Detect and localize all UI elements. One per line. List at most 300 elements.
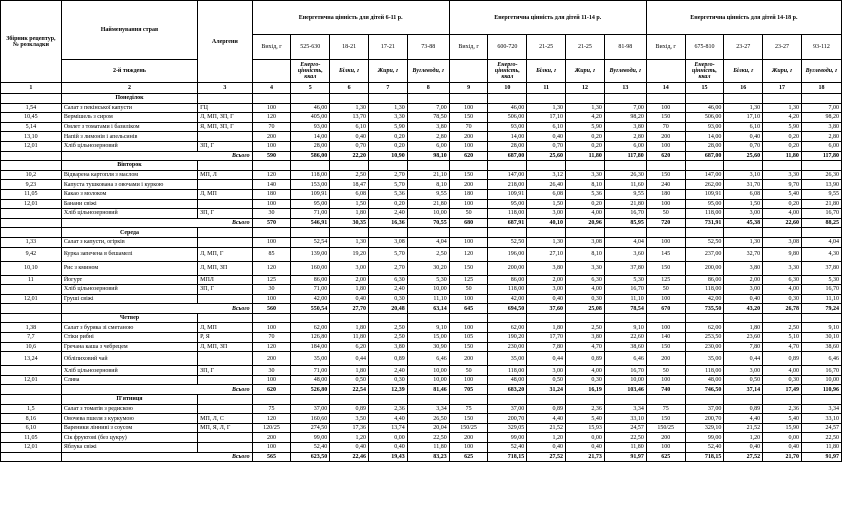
- value-cell[interactable]: 0,20: [368, 141, 407, 151]
- value-cell[interactable]: 0,30: [368, 375, 407, 385]
- recipe-code[interactable]: 13,10: [1, 132, 62, 142]
- empty-cell[interactable]: [763, 161, 802, 171]
- value-cell[interactable]: 9,55: [407, 189, 449, 199]
- value-cell[interactable]: 0,40: [527, 294, 566, 304]
- recipe-code[interactable]: 9,42: [1, 247, 62, 261]
- value-cell[interactable]: 118,00: [488, 366, 527, 376]
- value-cell[interactable]: 0,30: [368, 294, 407, 304]
- value-cell[interactable]: 30,90: [407, 342, 449, 352]
- value-cell[interactable]: 2,36: [763, 404, 802, 414]
- value-cell[interactable]: 9,70: [763, 180, 802, 190]
- value-cell[interactable]: 4,04: [604, 237, 646, 247]
- value-cell[interactable]: 150: [449, 113, 488, 123]
- value-cell[interactable]: 11,80: [407, 443, 449, 453]
- value-cell[interactable]: 46,00: [685, 103, 724, 113]
- value-cell[interactable]: 1,30: [724, 103, 763, 113]
- value-cell[interactable]: 3,50: [330, 414, 369, 424]
- header-allergens[interactable]: Алергени: [198, 1, 253, 83]
- value-cell[interactable]: 37,00: [291, 404, 330, 414]
- value-cell[interactable]: 0,44: [724, 352, 763, 366]
- week-label[interactable]: 2-й тиждень: [61, 60, 197, 83]
- allergen-codes[interactable]: Л, МП: [198, 323, 253, 333]
- total-value[interactable]: 687,00: [685, 151, 724, 161]
- nutrient-header[interactable]: Енерго-цінність, ккал: [685, 60, 724, 83]
- value-cell[interactable]: 4,00: [566, 366, 605, 376]
- value-cell[interactable]: 2,80: [801, 132, 841, 142]
- allergen-codes[interactable]: ЗП, Г: [198, 366, 253, 376]
- value-cell[interactable]: 0,00: [368, 433, 407, 443]
- value-cell[interactable]: 1,80: [330, 285, 369, 295]
- total-value[interactable]: 98,10: [407, 151, 449, 161]
- norm-range-6-11[interactable]: 73-88: [407, 35, 449, 60]
- value-cell[interactable]: 200: [646, 132, 685, 142]
- allergen-codes[interactable]: Л, МП, Г: [198, 247, 253, 261]
- value-cell[interactable]: 0,20: [566, 199, 605, 209]
- value-cell[interactable]: 237,00: [685, 247, 724, 261]
- value-cell[interactable]: 5,90: [368, 122, 407, 132]
- total-value[interactable]: 718,15: [488, 452, 527, 462]
- value-cell[interactable]: 150: [646, 261, 685, 275]
- column-number[interactable]: 11: [527, 83, 566, 94]
- norm-range-11-14[interactable]: 21-25: [566, 35, 605, 60]
- value-cell[interactable]: 100: [449, 103, 488, 113]
- empty-cell[interactable]: [488, 94, 527, 104]
- value-cell[interactable]: 100: [646, 375, 685, 385]
- value-cell[interactable]: 6,30: [763, 275, 802, 285]
- empty-cell[interactable]: [1, 218, 62, 228]
- day-name[interactable]: Середа: [61, 228, 197, 238]
- allergen-codes[interactable]: Л, МП: [198, 189, 253, 199]
- value-cell[interactable]: 150/25: [449, 423, 488, 433]
- value-cell[interactable]: 120: [252, 261, 291, 275]
- value-cell[interactable]: 46,00: [291, 103, 330, 113]
- value-cell[interactable]: 9,10: [604, 323, 646, 333]
- dish-name[interactable]: Салат з буряка зі сметаною: [61, 323, 197, 333]
- value-cell[interactable]: 13,74: [368, 423, 407, 433]
- value-cell[interactable]: 1,80: [527, 323, 566, 333]
- value-cell[interactable]: 200: [646, 352, 685, 366]
- empty-cell[interactable]: [407, 94, 449, 104]
- total-value[interactable]: 27,70: [330, 304, 369, 314]
- value-cell[interactable]: 329,05: [488, 423, 527, 433]
- value-cell[interactable]: 62,00: [291, 323, 330, 333]
- total-value[interactable]: 22,20: [330, 151, 369, 161]
- value-cell[interactable]: 0,40: [763, 443, 802, 453]
- value-cell[interactable]: 3,10: [724, 170, 763, 180]
- value-cell[interactable]: 16,70: [604, 366, 646, 376]
- value-cell[interactable]: 109,91: [685, 189, 724, 199]
- output-header-6-11[interactable]: Вихід, г: [252, 35, 291, 60]
- empty-cell[interactable]: [1, 304, 62, 314]
- value-cell[interactable]: 3,30: [566, 170, 605, 180]
- empty-cell[interactable]: [1, 395, 62, 405]
- nutrient-header[interactable]: Жири, г: [566, 60, 605, 83]
- value-cell[interactable]: 7,80: [527, 342, 566, 352]
- value-cell[interactable]: 9,55: [801, 189, 841, 199]
- nutrient-header[interactable]: Жири, г: [368, 60, 407, 83]
- value-cell[interactable]: 33,10: [604, 414, 646, 424]
- dish-name[interactable]: Гречана каша з чебрецем: [61, 342, 197, 352]
- value-cell[interactable]: 0,44: [330, 352, 369, 366]
- value-cell[interactable]: 24,57: [801, 423, 841, 433]
- empty-cell[interactable]: [252, 94, 291, 104]
- value-cell[interactable]: 0,40: [330, 132, 369, 142]
- value-cell[interactable]: 27,10: [527, 247, 566, 261]
- value-cell[interactable]: 4,00: [763, 209, 802, 219]
- value-cell[interactable]: 0,20: [763, 141, 802, 151]
- total-label[interactable]: Всього: [61, 304, 252, 314]
- allergen-codes[interactable]: Л, МП, ЗП, Г: [198, 113, 253, 123]
- empty-cell[interactable]: [604, 94, 646, 104]
- value-cell[interactable]: 42,00: [291, 294, 330, 304]
- empty-cell[interactable]: [252, 161, 291, 171]
- value-cell[interactable]: 10,00: [407, 366, 449, 376]
- dish-name[interactable]: Стіки рибні: [61, 333, 197, 343]
- allergen-codes[interactable]: МП, Л: [198, 170, 253, 180]
- value-cell[interactable]: 0,00: [763, 433, 802, 443]
- value-cell[interactable]: 196,00: [488, 247, 527, 261]
- value-cell[interactable]: 0,70: [527, 141, 566, 151]
- value-cell[interactable]: 4,70: [763, 342, 802, 352]
- total-value[interactable]: 620: [449, 151, 488, 161]
- norm-range-14-18[interactable]: 93-112: [801, 35, 841, 60]
- value-cell[interactable]: 0,50: [527, 375, 566, 385]
- value-cell[interactable]: 6,08: [330, 189, 369, 199]
- value-cell[interactable]: 11,60: [604, 180, 646, 190]
- empty-cell[interactable]: [488, 313, 527, 323]
- value-cell[interactable]: 100: [449, 294, 488, 304]
- value-cell[interactable]: 2,50: [566, 323, 605, 333]
- empty-cell[interactable]: [330, 94, 369, 104]
- norm-range-11-14[interactable]: 21-25: [527, 35, 566, 60]
- total-value[interactable]: 91,97: [801, 452, 841, 462]
- value-cell[interactable]: 100: [252, 141, 291, 151]
- total-value[interactable]: 720: [646, 218, 685, 228]
- value-cell[interactable]: 86,00: [291, 275, 330, 285]
- value-cell[interactable]: 37,80: [801, 261, 841, 275]
- value-cell[interactable]: 26,30: [801, 170, 841, 180]
- value-cell[interactable]: 15,00: [407, 333, 449, 343]
- empty-cell[interactable]: [252, 313, 291, 323]
- value-cell[interactable]: 200,70: [685, 414, 724, 424]
- column-number[interactable]: 7: [368, 83, 407, 94]
- value-cell[interactable]: 200: [252, 433, 291, 443]
- empty-cell[interactable]: [604, 313, 646, 323]
- value-cell[interactable]: 5,40: [763, 414, 802, 424]
- value-cell[interactable]: 13,90: [801, 180, 841, 190]
- nutrient-header[interactable]: Енерго-цінність, ккал: [488, 60, 527, 83]
- value-cell[interactable]: 218,00: [488, 180, 527, 190]
- value-cell[interactable]: 200: [252, 352, 291, 366]
- value-cell[interactable]: 5,70: [368, 180, 407, 190]
- value-cell[interactable]: 2,50: [330, 170, 369, 180]
- total-value[interactable]: 25,60: [724, 151, 763, 161]
- total-label[interactable]: Всього: [61, 218, 252, 228]
- value-cell[interactable]: 200: [646, 433, 685, 443]
- value-cell[interactable]: 3,30: [566, 261, 605, 275]
- total-value[interactable]: 680: [449, 218, 488, 228]
- value-cell[interactable]: 3,80: [527, 261, 566, 275]
- value-cell[interactable]: 0,30: [763, 375, 802, 385]
- column-number[interactable]: 6: [330, 83, 369, 94]
- value-cell[interactable]: 0,20: [368, 199, 407, 209]
- value-cell[interactable]: 153,00: [291, 180, 330, 190]
- column-number[interactable]: 18: [801, 83, 841, 94]
- empty-cell[interactable]: [198, 313, 253, 323]
- value-cell[interactable]: 100: [252, 294, 291, 304]
- value-cell[interactable]: 50: [449, 366, 488, 376]
- column-number[interactable]: 5: [291, 83, 330, 94]
- total-value[interactable]: 85,95: [604, 218, 646, 228]
- value-cell[interactable]: 35,00: [685, 352, 724, 366]
- value-cell[interactable]: 62,00: [488, 323, 527, 333]
- value-cell[interactable]: 26,50: [407, 414, 449, 424]
- allergen-codes[interactable]: [198, 237, 253, 247]
- value-cell[interactable]: 71,00: [291, 209, 330, 219]
- value-cell[interactable]: 125: [449, 275, 488, 285]
- empty-cell[interactable]: [685, 161, 724, 171]
- dish-name[interactable]: Яблука свіжі: [61, 443, 197, 453]
- value-cell[interactable]: 50: [646, 209, 685, 219]
- allergen-codes[interactable]: МП, Я, Л, Г: [198, 423, 253, 433]
- dish-name[interactable]: Хліб цільнозерновий: [61, 141, 197, 151]
- empty-cell[interactable]: [646, 313, 685, 323]
- value-cell[interactable]: 37,00: [488, 404, 527, 414]
- total-value[interactable]: 620: [646, 151, 685, 161]
- norm-range-11-14[interactable]: 600-720: [488, 35, 527, 60]
- value-cell[interactable]: 262,00: [685, 180, 724, 190]
- empty-cell[interactable]: [646, 228, 685, 238]
- value-cell[interactable]: 10,00: [407, 285, 449, 295]
- total-value[interactable]: 16,36: [368, 218, 407, 228]
- header-energy-6-11[interactable]: Енергетична цінність для дітей 6-11 р.: [252, 1, 449, 35]
- empty-cell[interactable]: [449, 228, 488, 238]
- value-cell[interactable]: 98,20: [801, 113, 841, 123]
- value-cell[interactable]: 3,30: [763, 261, 802, 275]
- value-cell[interactable]: 0,40: [724, 132, 763, 142]
- header-dish-name[interactable]: Найменування страв: [61, 1, 197, 60]
- value-cell[interactable]: 1,30: [330, 103, 369, 113]
- value-cell[interactable]: 17,10: [527, 113, 566, 123]
- empty-cell[interactable]: [566, 161, 605, 171]
- total-value[interactable]: 625: [646, 452, 685, 462]
- value-cell[interactable]: 1,30: [527, 237, 566, 247]
- value-cell[interactable]: 35,00: [488, 352, 527, 366]
- empty-cell[interactable]: [291, 94, 330, 104]
- empty-cell[interactable]: [685, 94, 724, 104]
- value-cell[interactable]: 3,80: [604, 122, 646, 132]
- allergen-codes[interactable]: Л, МП, ЗП: [198, 342, 253, 352]
- value-cell[interactable]: 22,50: [801, 433, 841, 443]
- dish-name[interactable]: Груші свіжі: [61, 294, 197, 304]
- value-cell[interactable]: 100: [252, 323, 291, 333]
- value-cell[interactable]: 5,40: [566, 414, 605, 424]
- value-cell[interactable]: 22,60: [604, 333, 646, 343]
- value-cell[interactable]: 1,80: [330, 323, 369, 333]
- value-cell[interactable]: 21,52: [527, 423, 566, 433]
- empty-cell[interactable]: [763, 94, 802, 104]
- output-spacer-cell[interactable]: [646, 60, 685, 83]
- empty-cell[interactable]: [801, 94, 841, 104]
- value-cell[interactable]: 120: [449, 247, 488, 261]
- total-value[interactable]: 586,00: [291, 151, 330, 161]
- value-cell[interactable]: 1,30: [763, 103, 802, 113]
- dish-name[interactable]: Хліб цільнозерновий: [61, 285, 197, 295]
- total-value[interactable]: 81,46: [407, 385, 449, 395]
- value-cell[interactable]: 10,00: [801, 375, 841, 385]
- recipe-code[interactable]: 10,10: [1, 261, 62, 275]
- allergen-codes[interactable]: [198, 443, 253, 453]
- value-cell[interactable]: 230,00: [488, 342, 527, 352]
- total-value[interactable]: 43,20: [724, 304, 763, 314]
- value-cell[interactable]: 1,50: [330, 199, 369, 209]
- value-cell[interactable]: 240: [646, 180, 685, 190]
- empty-cell[interactable]: [801, 161, 841, 171]
- value-cell[interactable]: 150: [646, 170, 685, 180]
- value-cell[interactable]: 120: [252, 414, 291, 424]
- value-cell[interactable]: 48,00: [488, 375, 527, 385]
- value-cell[interactable]: 4,20: [763, 113, 802, 123]
- value-cell[interactable]: 120/25: [252, 423, 291, 433]
- total-value[interactable]: 20,96: [566, 218, 605, 228]
- value-cell[interactable]: 1,30: [527, 103, 566, 113]
- value-cell[interactable]: 16,70: [801, 285, 841, 295]
- value-cell[interactable]: 125: [646, 275, 685, 285]
- value-cell[interactable]: 3,00: [527, 285, 566, 295]
- total-value[interactable]: 683,20: [488, 385, 527, 395]
- value-cell[interactable]: 11,10: [801, 294, 841, 304]
- value-cell[interactable]: 19,20: [330, 247, 369, 261]
- allergen-codes[interactable]: [198, 180, 253, 190]
- value-cell[interactable]: 52,50: [488, 237, 527, 247]
- value-cell[interactable]: 3,80: [566, 333, 605, 343]
- column-number[interactable]: 2: [61, 83, 197, 94]
- value-cell[interactable]: 99,00: [685, 433, 724, 443]
- value-cell[interactable]: 1,80: [330, 366, 369, 376]
- nutrient-header[interactable]: Жири, г: [763, 60, 802, 83]
- value-cell[interactable]: 125: [252, 275, 291, 285]
- value-cell[interactable]: 329,10: [685, 423, 724, 433]
- value-cell[interactable]: 1,30: [330, 237, 369, 247]
- total-label[interactable]: Всього: [61, 452, 252, 462]
- dish-name[interactable]: Йогурт: [61, 275, 197, 285]
- allergen-codes[interactable]: [198, 132, 253, 142]
- allergen-codes[interactable]: Р, Я: [198, 333, 253, 343]
- value-cell[interactable]: 22,50: [407, 433, 449, 443]
- total-value[interactable]: 735,50: [685, 304, 724, 314]
- total-value[interactable]: 645: [449, 304, 488, 314]
- total-value[interactable]: 117,80: [604, 151, 646, 161]
- value-cell[interactable]: 100: [646, 199, 685, 209]
- value-cell[interactable]: 3,30: [368, 113, 407, 123]
- recipe-code[interactable]: 12,01: [1, 141, 62, 151]
- value-cell[interactable]: 0,89: [566, 352, 605, 366]
- value-cell[interactable]: 118,00: [291, 170, 330, 180]
- value-cell[interactable]: 100: [449, 237, 488, 247]
- dish-name[interactable]: Салат з капусти, огірків: [61, 237, 197, 247]
- empty-cell[interactable]: [330, 228, 369, 238]
- value-cell[interactable]: 2,36: [566, 404, 605, 414]
- value-cell[interactable]: 30: [252, 285, 291, 295]
- value-cell[interactable]: 150: [449, 414, 488, 424]
- value-cell[interactable]: 70: [252, 122, 291, 132]
- value-cell[interactable]: 200: [252, 132, 291, 142]
- value-cell[interactable]: 8,10: [566, 247, 605, 261]
- nutrient-header[interactable]: Вуглеводи, г: [407, 60, 449, 83]
- total-value[interactable]: 590: [252, 151, 291, 161]
- value-cell[interactable]: 2,50: [763, 323, 802, 333]
- allergen-codes[interactable]: [198, 199, 253, 209]
- value-cell[interactable]: 0,70: [330, 141, 369, 151]
- empty-cell[interactable]: [330, 313, 369, 323]
- value-cell[interactable]: 6,00: [407, 141, 449, 151]
- value-cell[interactable]: 14,00: [291, 132, 330, 142]
- norm-range-6-11[interactable]: 17-21: [368, 35, 407, 60]
- total-value[interactable]: 11,80: [763, 151, 802, 161]
- total-value[interactable]: 694,50: [488, 304, 527, 314]
- value-cell[interactable]: 21,80: [801, 199, 841, 209]
- value-cell[interactable]: 100: [449, 443, 488, 453]
- column-number[interactable]: 9: [449, 83, 488, 94]
- value-cell[interactable]: 93,00: [488, 122, 527, 132]
- value-cell[interactable]: 17,36: [330, 423, 369, 433]
- value-cell[interactable]: 109,91: [291, 189, 330, 199]
- value-cell[interactable]: 180: [252, 189, 291, 199]
- column-number[interactable]: 16: [724, 83, 763, 94]
- value-cell[interactable]: 52,50: [685, 237, 724, 247]
- value-cell[interactable]: 15,90: [763, 423, 802, 433]
- empty-cell[interactable]: [763, 228, 802, 238]
- allergen-codes[interactable]: ГЦ: [198, 103, 253, 113]
- empty-cell[interactable]: [1, 161, 62, 171]
- value-cell[interactable]: 52,40: [685, 443, 724, 453]
- empty-cell[interactable]: [566, 94, 605, 104]
- value-cell[interactable]: 140: [252, 180, 291, 190]
- value-cell[interactable]: 147,00: [685, 170, 724, 180]
- empty-cell[interactable]: [724, 395, 763, 405]
- empty-cell[interactable]: [724, 313, 763, 323]
- value-cell[interactable]: 100: [646, 443, 685, 453]
- value-cell[interactable]: 4,00: [763, 285, 802, 295]
- value-cell[interactable]: 0,20: [763, 132, 802, 142]
- recipe-code[interactable]: 13,24: [1, 352, 62, 366]
- value-cell[interactable]: 109,91: [488, 189, 527, 199]
- empty-cell[interactable]: [252, 228, 291, 238]
- value-cell[interactable]: 5,30: [407, 275, 449, 285]
- recipe-code[interactable]: 8,16: [1, 414, 62, 424]
- day-name[interactable]: П'ятниця: [61, 395, 197, 405]
- total-value[interactable]: 22,54: [330, 385, 369, 395]
- value-cell[interactable]: 4,70: [566, 342, 605, 352]
- column-number[interactable]: 8: [407, 83, 449, 94]
- total-value[interactable]: 731,91: [685, 218, 724, 228]
- empty-cell[interactable]: [763, 395, 802, 405]
- dish-name[interactable]: Хліб цільнозерновий: [61, 209, 197, 219]
- total-value[interactable]: 705: [449, 385, 488, 395]
- empty-cell[interactable]: [604, 395, 646, 405]
- value-cell[interactable]: 2,36: [368, 404, 407, 414]
- empty-cell[interactable]: [407, 228, 449, 238]
- empty-cell[interactable]: [368, 313, 407, 323]
- value-cell[interactable]: 0,89: [763, 352, 802, 366]
- empty-cell[interactable]: [1, 313, 62, 323]
- day-name[interactable]: Четвер: [61, 313, 197, 323]
- empty-cell[interactable]: [646, 395, 685, 405]
- empty-cell[interactable]: [685, 395, 724, 405]
- empty-cell[interactable]: [527, 161, 566, 171]
- value-cell[interactable]: 26,30: [604, 170, 646, 180]
- empty-cell[interactable]: [252, 395, 291, 405]
